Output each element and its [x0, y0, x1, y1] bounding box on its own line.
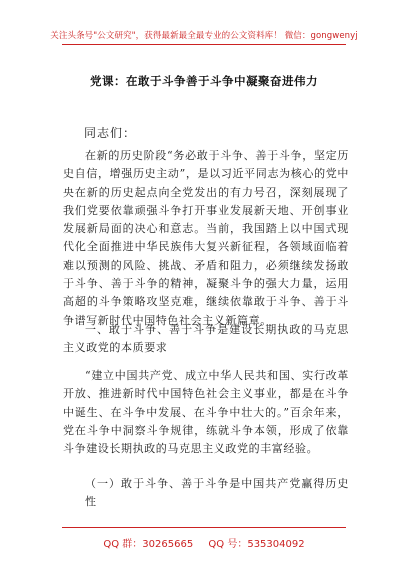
- header-divider: [62, 44, 346, 45]
- subsection-heading-1: （一）敢于斗争、善于斗争是中国共产党赢得历史性: [85, 477, 349, 509]
- footer-qq-group: QQ 群：30265665: [103, 539, 194, 550]
- footer-contact: [0, 535, 408, 550]
- paragraph-quote: “建立中国共产党、成立中华人民共和国、实行改革开放、推进新时代中国特色社会主义事业，都是在斗争中诞生、在斗争中发展、在斗争中壮大的。”百余年来，党在斗争中洞察斗争规律，练就斗争本领，形成了依靠斗争建设长期执政的马克思主义政党的丰富经验。: [63, 369, 349, 456]
- paragraph-intro: 在新的历史阶段“务必敢于斗争、善于斗争，坚定历史自信，增强历史主动”，是以习近平同志为核心的党中央在新的历史起点向全党发出的有力号召，深刻展现了我们党要依靠顽强斗争打开事业发展新天地、开创事业发展新局面的决心和意志。当前，我国踏上以中国式现代化全面推进中华民族伟大复兴新征程，各领域面临着难以预测的风险、挑战、矛盾和阻力，必须继续发扬敢于斗争、善于斗争的精神，凝聚斗争的强大力量，运用高超的斗争策略攻坚克难，继续依靠敢于斗争、善于斗争谱写新时代中国特色社会主义新篇章。: [63, 149, 349, 327]
- footer-qq-number: QQ 号：535304092: [208, 539, 305, 550]
- section-heading-1: 一、敢于斗争、善于斗争是建设长期执政的马克思主义政党的本质要求: [63, 323, 349, 355]
- document-title: 党课：在敢于斗争善于斗争中凝聚奋进伟力: [90, 74, 318, 88]
- footer-divider: [62, 527, 346, 528]
- salutation: 同志们：: [84, 126, 137, 140]
- header-banner-text: 关注头条号"公文研究"，获得最新最全最专业的公文资料库！ 微信：gongwenyj: [50, 31, 358, 41]
